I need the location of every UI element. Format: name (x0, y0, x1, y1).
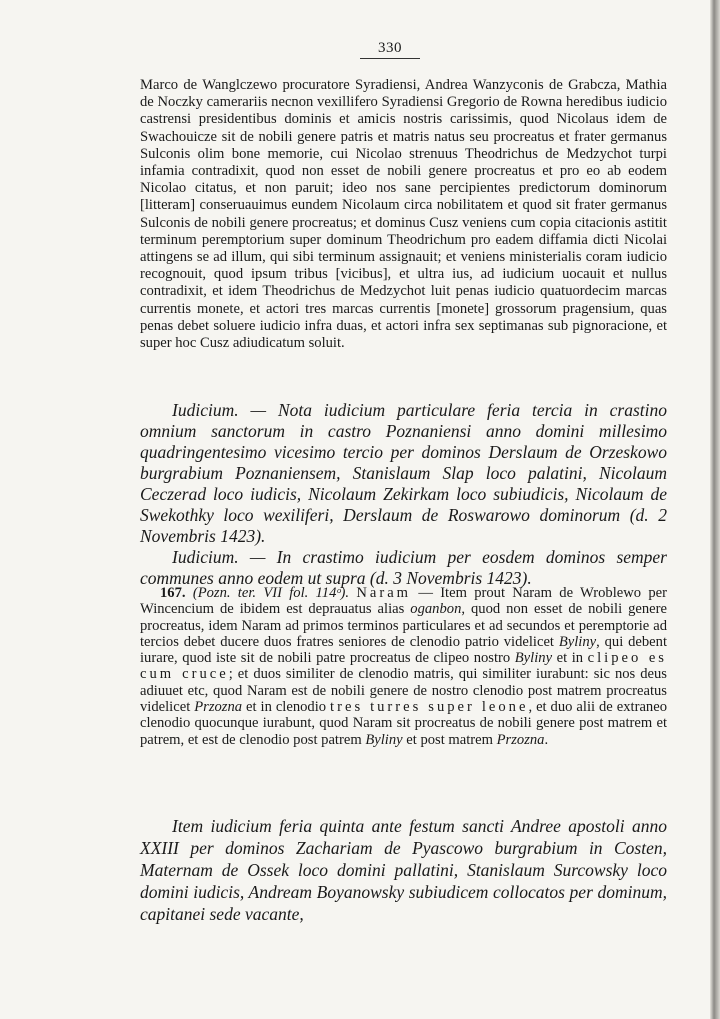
paragraph-continuation (140, 77, 667, 352)
iudicium-section (140, 400, 667, 589)
iudicium-section-2 (140, 815, 667, 925)
entry-167-text: 167. (Pozn. ter. VII fol. 114ᵒ). Naram — Item prout Naram de Wroblewo per Wincencium de ibidem est deprauatus alias oganbon, quod non esset de nobili genere procreatus, idem Naram ad primos terminos particulares et ad secundos et peremptorie ad tercios debet ducere duos fratres seniores de clenodio patrio videlicet Byliny, qui debent iurare, quod iste sit de nobili patre procreatus de clipeo nostro Byliny et in clipeo es cum cruce; et duos similiter de clenodio matris, qui similiter iurabunt: sic nos deus adiuuet etc, quod Naram est de nobili genere de nostro clenodio post matrem procreatus videlicet Przozna et in clenodio tres turres super leone, et duo alii de extraneo clenodio quocunque iurabunt, quod Naram sit procreatus de nobili genere post matrem et patrem, et est de clenodio post patrem Byliny et post matrem Przozna. (140, 585, 667, 748)
entry-167 (140, 585, 667, 748)
entry-number: 167. (160, 585, 186, 601)
entry-name: Naram (356, 585, 412, 601)
page-number: 330 (360, 40, 420, 59)
iudicium-heading-2: Iudicium. — In crastimo iudicium per eosdem dominos semper communes anno eodem ut supra (d. 3 Novembris 1423). (140, 547, 667, 588)
iudicium-heading-3: Item iudicium feria quinta ante festum sancti Andree apostoli anno XXIII per dominos Zachariam de Pyascowo burgrabium in Costen, Maternam de Ossek loco domini pallatini, Stanislaum Surcowsky loco domini iudicis, Andream Boyanowsky subiudicem collocatos per dominum, capitanei sede vacante, (140, 816, 667, 924)
iudicium-heading-1: Iudicium. — Nota iudicium particulare feria tercia in crastino omnium sanctorum in castro Poznaniensi anno domini millesimo quadringentesimo vicesimo tercio per dominos Derslaum de Orzeskowo burgrabium Poznaniensem, Stanislaum Slap loco palatini, Nicolaum Ceczerad loco iudicis, Nicolaum Zekirkam loco subiudicis, Nicolaum de Swekothky loco wexiliferi, Derslaum de Roswarowo dominorum (d. 2 Novembris 1423). (140, 400, 667, 546)
entry-source: (Pozn. ter. VII fol. 114ᵒ). (192, 585, 350, 601)
book-spine-edge (710, 0, 720, 1019)
paragraph-text: Marco de Wanglczewo procuratore Syradiensi, Andrea Wanzyconis de Grabcza, Mathia de Noczky camerariis necnon vexillifero Syradiensi Gregorio de Rowna heredibus iudicio castrensi presidentibus dominis et amicis nostris carissimis, quod Nicolaus idem de Swachouicze sit de nobili genere patris et matris natus seu procreatus et frater germanus Sulconis olim bone memorie, cui Nicolao strenuus Theodrichus de Medzychot turpi infamia contradixit, quod non esset de nobili genere procreatus et pro eo ab eodem Nicolao citatus, et non paruit; ideo nos sane percipientes predictorum dominorum [litteram] conseruauimus eundem Nicolaum circa nobilitatem et quod sit frater germanus Sulconis de nobili genere procreatus; et dominus Cusz veniens cum copia citacionis astitit terminum peremptorium super dominum Theodrichum pro eadem diffamia dicti Nicolai attingens se ad illum, qui sibi terminum assignauit; et veniens ministerialis coram iudicio recognouit, quod ipsum tribus [vicibus], et ultra ius, ad iudicium uocauit et nullus contradixit, et idem Theodrichus de Medzychot luit penas iudicio quatuordecim marcas currentis monete, et actori tres marcas currentis [monete] grossorum pragensium, quas penas debet soluere iudicio infra duas, et actori infra sex septimanas sub pignoracione, et super hoc Cusz adiudicatum soluit. (140, 77, 667, 352)
